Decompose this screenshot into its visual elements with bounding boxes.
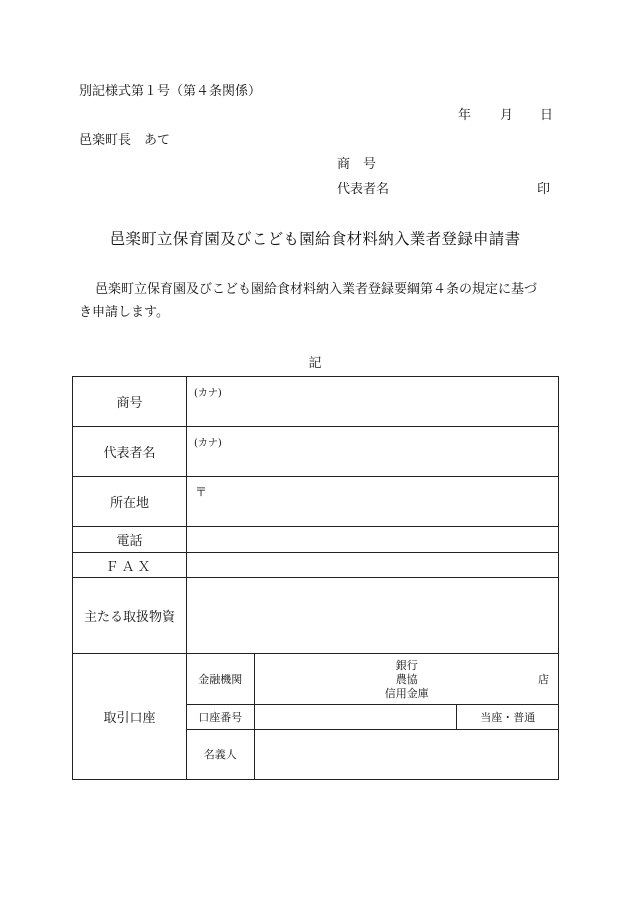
bank-details-table (187, 654, 559, 779)
kana-label: (カナ) (194, 438, 222, 449)
addressee: 邑楽町長 あて (79, 133, 171, 148)
bank-type-noukyou: 農協 (395, 672, 418, 686)
institution-field[interactable] (254, 654, 559, 704)
body-text-line-2: き申請します。 (79, 305, 169, 320)
form-number: 別記様式第１号（第４条関係） (79, 84, 262, 99)
account-row (73, 654, 559, 780)
kana-label: (カナ) (194, 388, 222, 399)
fax-label: ＦＡＸ (73, 553, 187, 578)
account-type-option[interactable]: 当座・普通 (456, 704, 559, 729)
ki-heading: 記 (308, 356, 322, 371)
document-title: 邑楽町立保育園及びこども園給食材料納入業者登録申請書 (109, 230, 521, 248)
account-label: 取引口座 (73, 654, 187, 780)
bank-type-shinkin: 信用金庫 (384, 686, 429, 700)
trade-name-label: 商号 (73, 377, 187, 427)
representative-field[interactable] (187, 427, 559, 477)
phone-row (73, 527, 559, 553)
seal-mark: 印 (537, 182, 551, 197)
trade-name-row (73, 377, 559, 427)
representative-label: 代表者名 (73, 427, 187, 477)
goods-label: 主たる取扱物資 (73, 578, 187, 654)
trade-name-field[interactable] (187, 377, 559, 427)
fax-field[interactable] (187, 553, 559, 578)
address-label: 所在地 (73, 477, 187, 527)
institution-label: 金融機関 (187, 654, 254, 704)
holder-field[interactable] (254, 729, 559, 779)
holder-label: 名義人 (187, 729, 254, 779)
application-form-table (72, 376, 559, 780)
phone-label: 電話 (73, 527, 187, 553)
account-number-label: 口座番号 (187, 704, 254, 729)
date-day-label: 日 (540, 108, 554, 123)
postal-mark: 〒 (195, 485, 208, 499)
applicant-trade-name-label: 商 号 (337, 157, 377, 172)
address-field[interactable] (187, 477, 559, 527)
goods-row (73, 578, 559, 654)
date-month-label: 月 (500, 108, 514, 123)
bank-type-bank: 銀行 (395, 658, 418, 672)
account-number-field[interactable] (254, 704, 456, 729)
address-row (73, 477, 559, 527)
fax-row (73, 553, 559, 578)
representative-row (73, 427, 559, 477)
account-details (187, 654, 559, 780)
applicant-representative-label: 代表者名 (337, 182, 390, 197)
branch-label: 店 (538, 672, 549, 686)
date-year-label: 年 (458, 108, 472, 123)
body-text-line-1: 邑楽町立保育園及びこども園給食材料納入業者登録要綱第４条の規定に基づ (95, 282, 538, 297)
phone-field[interactable] (187, 527, 559, 553)
goods-field[interactable] (187, 578, 559, 654)
